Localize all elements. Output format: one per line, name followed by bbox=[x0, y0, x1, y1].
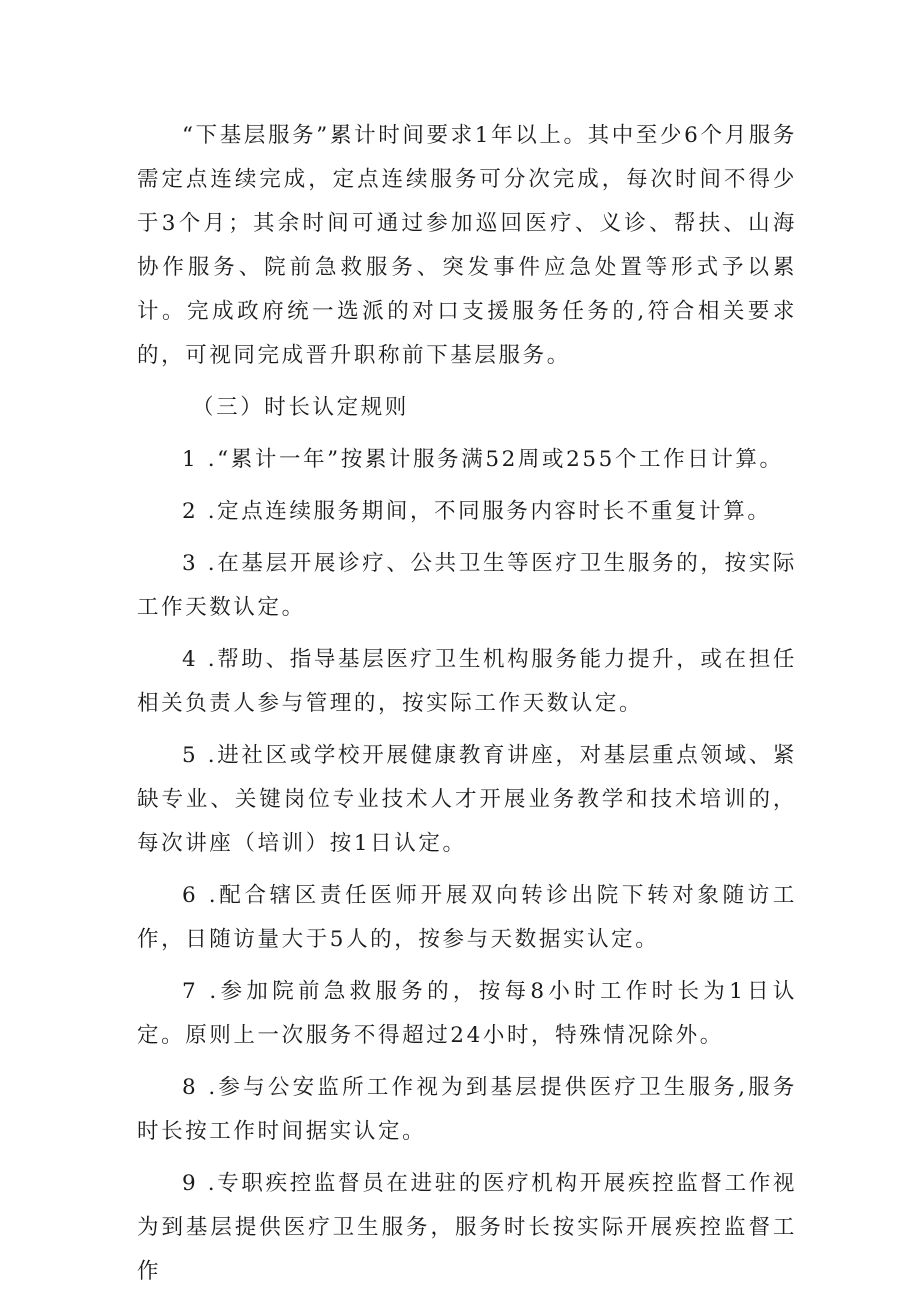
document-body bbox=[137, 114, 797, 1294]
rule-8: 8 .参与公安监所工作视为到基层提供医疗卫生服务,服务时长按工作时间据实认定。 bbox=[137, 1075, 797, 1144]
rule-9: 9 .专职疾控监督员在进驻的医疗机构开展疾控监督工作视为到基层提供医疗卫生服务，服务时长按实际开展疾控监督工作 bbox=[137, 1171, 797, 1284]
rule-3: 3 .在基层开展诊疗、公共卫生等医疗卫生服务的，按实际工作天数认定。 bbox=[137, 551, 797, 620]
rule-4: 4 .帮助、指导基层医疗卫生机构服务能力提升，或在担任相关负责人参与管理的，按实际工作天数认定。 bbox=[137, 647, 797, 716]
section-heading: （三）时长认定规则 bbox=[192, 395, 409, 420]
rule-6: 6 .配合辖区责任医师开展双向转诊出院下转对象随访工作，日随访量大于5人的，按参与天数据实认定。 bbox=[137, 883, 797, 952]
rule-2: 2 .定点连续服务期间，不同服务内容时长不重复计算。 bbox=[182, 499, 772, 524]
rule-5: 5 .进社区或学校开展健康教育讲座，对基层重点领域、紧缺专业、关键岗位专业技术人才开展业务教学和技术培训的，每次讲座（培训）按1日认定。 bbox=[137, 743, 797, 856]
intro-paragraph: “下基层服务”累计时间要求1年以上。其中至少6个月服务需定点连续完成，定点连续服务可分次完成，每次时间不得少于3个月；其余时间可通过参加巡回医疗、义诊、帮扶、山海协作服务、院前急救服务、突发事件应急处置等形式予以累计。完成政府统一选派的对口支援服务任务的,符合相关要求的，可视同完成晋升职称前下基层服务。 bbox=[137, 123, 797, 368]
rule-1: 1 .“累计一年”按累计服务满52周或255个工作日计算。 bbox=[182, 447, 784, 472]
rule-7: 7 .参加院前急救服务的，按每8小时工作时长为1日认定。原则上一次服务不得超过24小时，特殊情况除外。 bbox=[137, 979, 797, 1048]
